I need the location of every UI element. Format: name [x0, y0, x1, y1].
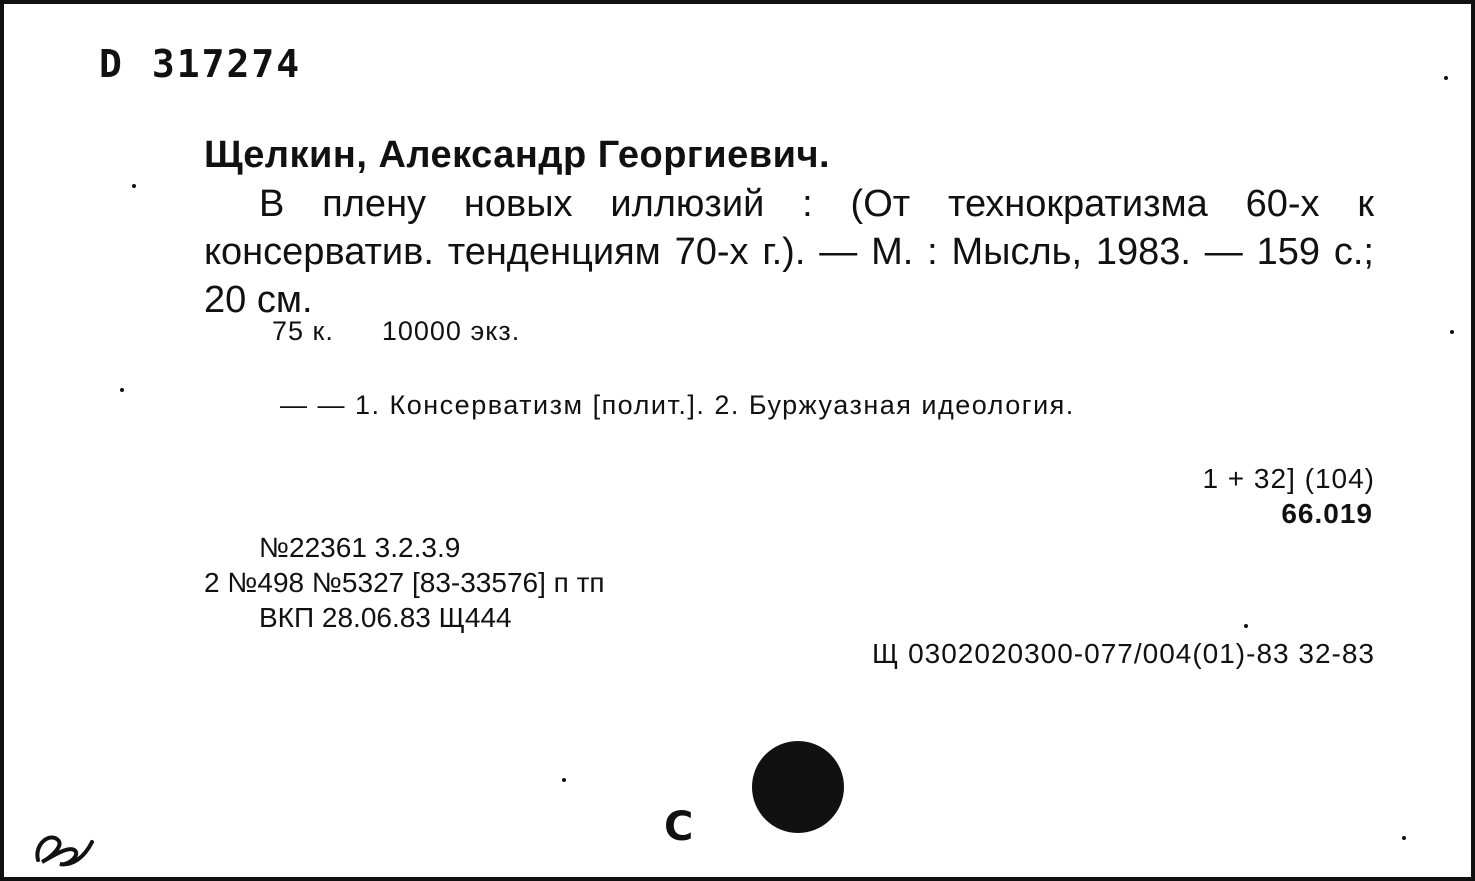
- classification-code: 66.019: [1281, 498, 1373, 529]
- inventory-stamp: [99, 42, 301, 86]
- title-description: В плену новых иллюзий : (От технократизма 60-х к консерватив. тенденциям 70-х г.). — М. : Мысль, 1983. — 159 с.; 20 см.: [204, 183, 1374, 321]
- registration-line-2: 2 №498 №5327 [83-33576] п тп: [204, 567, 605, 598]
- registration-line-1: №22361 3.2.3.9: [259, 532, 461, 563]
- speck: [562, 778, 566, 782]
- subject-headings: — — 1. Консерватизм [полит.]. 2. Буржуазная идеология.: [280, 390, 1075, 420]
- stamp-number: 317274: [151, 42, 302, 86]
- print-run: 10000 экз.: [381, 316, 521, 346]
- author-heading: Щелкин, Александр Георгиевич.: [204, 134, 831, 176]
- registration-line-3: ВКП 28.06.83 Щ444: [259, 602, 512, 633]
- speck: [1450, 330, 1454, 334]
- bottom-letter: С: [664, 804, 694, 850]
- handwritten-mark-icon: [32, 814, 104, 872]
- stamp-prefix: D: [99, 42, 124, 86]
- ink-blot: [752, 741, 844, 833]
- publisher-code: Щ 0302020300-077/004(01)-83 32-83: [872, 638, 1375, 669]
- price: 75 к.: [272, 316, 334, 346]
- speck: [120, 388, 124, 392]
- speck: [1402, 836, 1406, 840]
- price-line: [272, 316, 520, 347]
- speck: [1444, 76, 1448, 80]
- speck: [132, 184, 136, 188]
- classification-index: 1 + 32] (104): [1202, 463, 1375, 494]
- speck: [1244, 624, 1248, 628]
